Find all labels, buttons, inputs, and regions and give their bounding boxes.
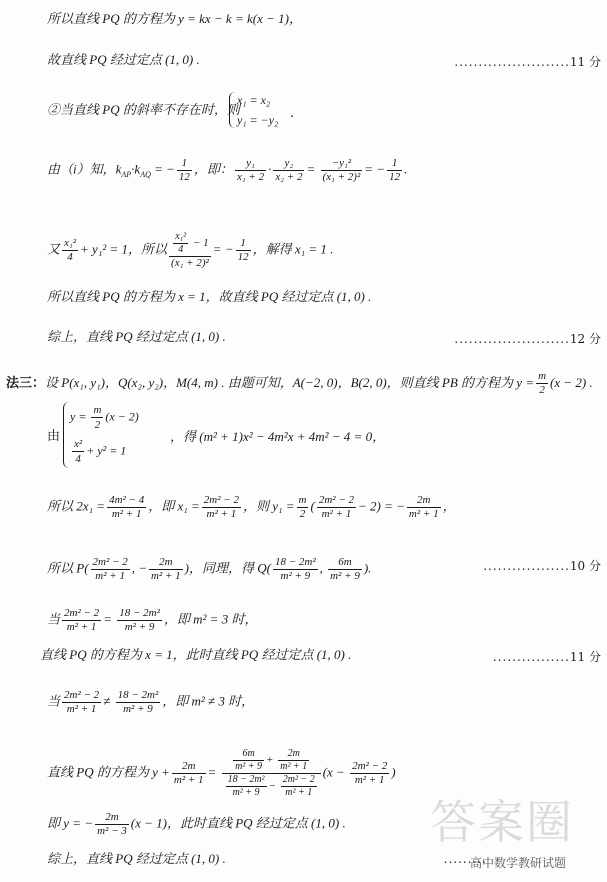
simplified-end: (x − 1)，此时直线 PQ 经过定点 (1, 0) . xyxy=(130,815,346,831)
also-end: ，解得 x₁ = 1 . xyxy=(252,241,334,257)
system-brace xyxy=(229,92,236,128)
system-eq-1: x₁ = x₂ xyxy=(237,93,271,107)
watermark-text: 高中数学教研试题 xyxy=(470,856,567,870)
case-equal-end: ，即 m² = 3 时， xyxy=(163,611,258,627)
quadratic-result: ，得 (m² + 1)x² − 4m²x + 4m² − 4 = 0， xyxy=(170,429,386,444)
score-value: 11 分 xyxy=(569,55,601,69)
general-eq-prefix: 直线 PQ 的方程为 y + xyxy=(47,764,170,780)
score-line-4: ................11 分 xyxy=(492,650,601,664)
pq-prefix: 所以 P xyxy=(47,560,85,576)
score-line-1: ........................11 分 xyxy=(454,55,601,69)
score-line-3: ..................10 分 xyxy=(483,559,601,573)
method-three-setup: 设 P(x₁, y₁)，Q(x₂, y₂)，M(4, m) . 由题可知，A(−2, 0)，B(2, 0)，则直线 PB 的方程为 y = xyxy=(45,375,535,390)
line-method-three: 法三：设 P(x₁, y₁)，Q(x₂, y₂)，M(4, m) . 由题可知，A(−2, 0)，B(2, 0)，则直线 PB 的方程为 y = $\frac{m}{2}$ (x − 2) . xyxy=(6,370,593,396)
also-mid: ，所以 xyxy=(128,241,168,257)
score-value: 12 分 xyxy=(569,332,601,346)
simplified-prefix: 即 y = − xyxy=(47,815,94,831)
case-not-equal-end: ，即 m² ≠ 3 时， xyxy=(162,693,255,709)
score-line-2: ........................12 分 xyxy=(454,332,601,346)
score-value: 11 分 xyxy=(569,650,601,664)
watermark-logo: 答案圈 xyxy=(430,795,574,849)
line-summary-1: 综上，直线 PQ 经过定点 (1, 0) . xyxy=(47,329,226,344)
score-dots-final: ......... xyxy=(443,852,487,866)
method-three-label: 法三： xyxy=(6,376,46,391)
line-also-ellipse: 又 $\frac{\text{x₁²}}{4}$ + y₁² = 1，所以 $\frac{\text{x₁²}}{4}$ − 1 (x₁ + 2)² = − $\frac{1}{12}$ ，解得 x₁ = 1 . xyxy=(47,231,334,269)
line-fixed-point-1: 故直线 PQ 经过定点 (1, 0) . xyxy=(47,52,200,67)
case-equal-prefix: 当 xyxy=(47,611,61,627)
also-prefix: 又 xyxy=(47,241,61,257)
x1-mid1: ，即 x₁ = xyxy=(148,498,200,514)
case-not-equal-prefix: 当 xyxy=(47,693,61,709)
line-x1-solution: 所以 2x₁ = $\frac{\text{4m² − 4}}{\text{m² + 1}}$ ，即 x₁ = $\frac{\text{2m² − 2}}{\text{m² + 1}}$ ，则 y₁ = $\frac{m}{2}$ ( $\frac{\text{2m² − 2}}{\text{m² + 1}}$ − 2) = − $\frac{2m}{\text{m² + 1}}$ ， xyxy=(47,494,456,520)
line-simplified: 即 y = − $\frac{2m}{\text{m² − 3}}$ (x − 1)，此时直线 PQ 经过定点 (1, 0) . xyxy=(47,811,346,837)
line-case-not-equal: 当 $\frac{\text{2m² − 2}}{\text{m² + 1}}$ ≠ $\frac{\text{18 − 2m²}}{\text{m² + 9}}$ ，即 m² ≠ 3 时， xyxy=(47,689,255,715)
line-p-q-coords: 所以 P( $\frac{\text{2m² − 2}}{\text{m² + 1}}$ , − $\frac{2m}{\text{m² + 1}}$ )，同理，得 Q( $\frac{\text{18 − 2m²}}{\text{m² + 9}}$ , $\frac{6m}{\text{m² + 9}}$ ). xyxy=(47,556,372,582)
system-ellipse-rest: + y² = 1 xyxy=(86,443,127,458)
from-i-prefix: 由（i）知，k xyxy=(47,161,122,177)
system-brace-2 xyxy=(63,402,70,468)
line-pq-equation-k: 所以直线 PQ 的方程为 y = kx − k = k(x − 1)， xyxy=(47,11,302,26)
line-x-equals-1: 所以直线 PQ 的方程为 x = 1，故直线 PQ 经过定点 (1, 0) . xyxy=(47,289,372,304)
period: . xyxy=(290,106,295,121)
line-summary-2: 综上，直线 PQ 经过定点 (1, 0) . xyxy=(47,851,226,866)
x1-end: − 2) = − xyxy=(358,498,405,514)
x1-mid2: ，则 y₁ = xyxy=(242,498,295,514)
score-value: 10 分 xyxy=(569,559,601,573)
line-slope-not-exist: ②当直线 PQ 的斜率不存在时，则 xyxy=(47,102,240,117)
line-general-equation: 直线 PQ 的方程为 y + $\frac{2m}{\text{m² + 1}}$ = $\frac{6m}{\text{m² + 9}}$ + $\frac{2m}{\text{m² + 1}}$ $\frac{\text{18 − 2m²}}{\text{m² + 9}}$ − $\frac{\text{2m² − 2}}{\text{m² + 1}}$ (x − $\frac{\text{2m² − 2}}{\text{m² + 1}}$ ) xyxy=(47,748,396,798)
system-ellipse-eq: $\frac{\text{x²}}{4}$ + y² = 1 xyxy=(74,438,127,465)
line-from-i: 由（i）知，$k_{AP}\cdot k_{AQ}$ = − $\frac{1}{12}$ ，即： $\frac{\text{y₁}}{\text{x₁ + 2}}$ · $\frac{\text{y₂}}{\text{x₂ + 2}}$ = $\frac{\text{−y₁²}}{\text{(x₁ + 2)²}}$ = − $\frac{1}{12}$ . xyxy=(47,157,408,183)
system-prefix: 由 xyxy=(47,429,61,444)
line-case-equal-result: 直线 PQ 的方程为 x = 1，此时直线 PQ 经过定点 (1, 0) . xyxy=(40,647,352,662)
system-line-eq: y = $\frac{m}{2}$ (x − 2) xyxy=(70,404,139,431)
line-case-equal: 当 $\frac{\text{2m² − 2}}{\text{m² + 1}}$ = $\frac{\text{18 − 2m²}}{\text{m² + 9}}$ ，即 m² = 3 时， xyxy=(47,607,258,633)
system-eq-2: y₁ = −y₂ xyxy=(237,113,279,127)
pq-mid: ，同理，得 Q xyxy=(189,560,267,576)
method-three-end: (x − 2) . xyxy=(550,375,593,390)
x1-prefix: 所以 2x₁ = xyxy=(47,498,106,514)
from-i-mid: ，即： xyxy=(193,161,233,177)
